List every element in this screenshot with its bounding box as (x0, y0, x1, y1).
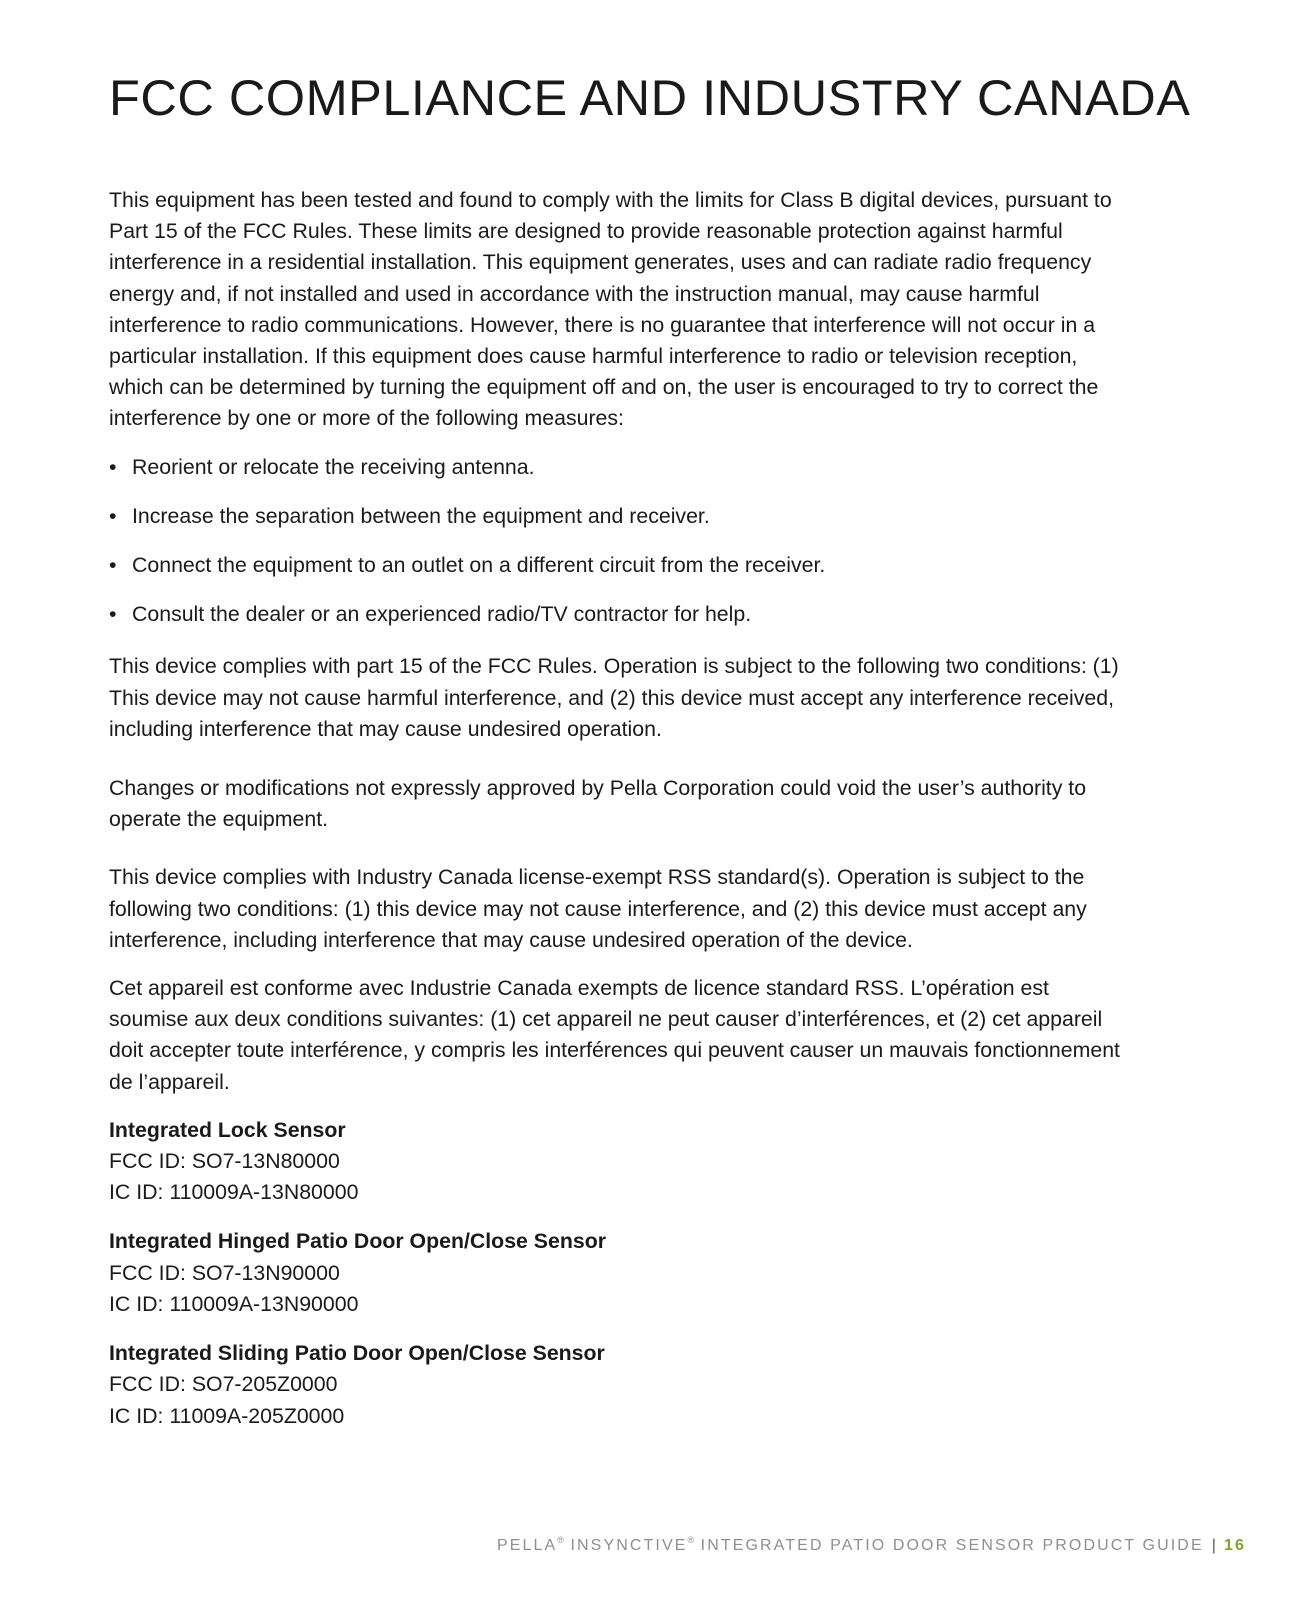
device-name: Integrated Hinged Patio Door Open/Close Sensor (109, 1229, 606, 1254)
device-ic-id: IC ID: 110009A-13N80000 (109, 1180, 359, 1205)
list-item (109, 452, 1129, 483)
bullet-icon: • (109, 553, 117, 578)
footer-product: INSYNCTIVE (570, 1537, 688, 1554)
device-name: Integrated Sliding Patio Door Open/Close Sensor (109, 1341, 605, 1366)
bullet-icon: • (109, 602, 117, 627)
list-item (109, 550, 1129, 581)
list-item-text: Reorient or relocate the receiving antenna. (132, 454, 535, 479)
page-number: 16 (1224, 1537, 1246, 1554)
device-fcc-id: FCC ID: SO7-13N80000 (109, 1149, 340, 1174)
footer-brand: PELLA (496, 1537, 558, 1554)
footer-separator: | (1211, 1537, 1218, 1554)
device-ic-id: IC ID: 110009A-13N90000 (109, 1291, 359, 1316)
device-fcc-id: FCC ID: SO7-13N90000 (109, 1260, 340, 1285)
industry-canada-paragraph: This device complies with Industry Canada license-exempt RSS standard(s). Operation is subject to the following two conditions: (1) this device may not cause interference, and (2) this device must accept any interference, including interference that may cause undesired operation of the device. (109, 865, 1087, 952)
footer-guide-title: INTEGRATED PATIO DOOR SENSOR PRODUCT GUIDE (700, 1537, 1204, 1554)
measures-list (109, 452, 1129, 631)
list-item (109, 501, 1129, 532)
page-footer (497, 1535, 1246, 1555)
document-body (109, 185, 1129, 1450)
registered-mark: ® (557, 1535, 564, 1545)
fcc-class-b-paragraph: This equipment has been tested and found to comply with the limits for Class B digital devices, pursuant to Part 15 of the FCC Rules. These limits are designed to provide reasonable protection against harmful interference in a residential installation. This equipment generates, uses and can radiate radio frequency energy and, if not installed and used in accordance with the instruction manual, may cause harmful interference to radio communications. However, there is no guarantee that interference will not occur in a particular installation. If this equipment does cause harmful interference to radio or television reception, which can be determined by turning the equipment off and on, the user is encouraged to try to correct the interference by one or more of the following measures: (109, 188, 1112, 431)
page-title: FCC COMPLIANCE AND INDUSTRY CANADA (109, 69, 1191, 126)
bullet-icon: • (109, 503, 117, 528)
industry-canada-french-paragraph: Cet appareil est conforme avec Industrie Canada exempts de licence standard RSS. L’opération est soumise aux deux conditions suivantes: (1) cet appareil ne peut causer d’interférences, et (2) cet appareil doit accepter toute interférence, y compris les interférences qui peuvent causer un mauvais fonctionnement de l’appareil. (109, 976, 1120, 1094)
device-fcc-id: FCC ID: SO7-205Z0000 (109, 1372, 338, 1397)
list-item-text: Increase the separation between the equipment and receiver. (132, 503, 710, 528)
registered-mark: ® (687, 1535, 695, 1545)
modifications-paragraph: Changes or modifications not expressly approved by Pella Corporation could void the user’s authority to operate the equipment. (109, 776, 1087, 832)
bullet-icon: • (109, 454, 117, 479)
list-item (109, 599, 1129, 630)
device-ic-id: IC ID: 11009A-205Z0000 (109, 1403, 345, 1428)
device-block-lock-sensor (109, 1115, 1129, 1209)
device-block-hinged-door-sensor (109, 1226, 1129, 1320)
list-item-text: Connect the equipment to an outlet on a different circuit from the receiver. (132, 553, 826, 578)
device-name: Integrated Lock Sensor (109, 1117, 346, 1142)
list-item-text: Consult the dealer or an experienced radio/TV contractor for help. (132, 602, 752, 627)
device-block-sliding-door-sensor (109, 1338, 1129, 1432)
fcc-part-15-paragraph: This device complies with part 15 of the FCC Rules. Operation is subject to the following two conditions: (1) This device may not cause harmful interference, and (2) this device must accept any interference received, including interference that may cause undesired operation. (109, 654, 1119, 741)
